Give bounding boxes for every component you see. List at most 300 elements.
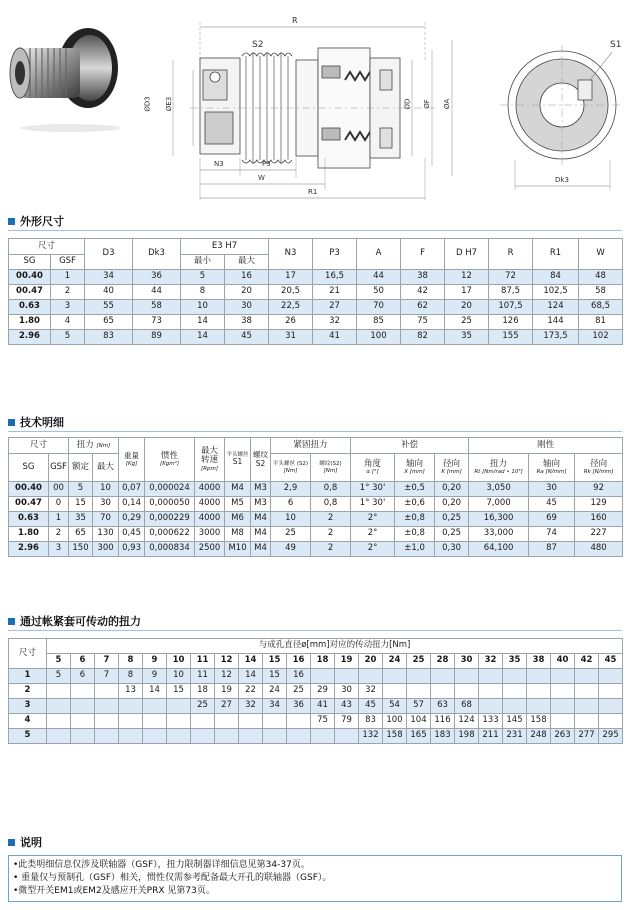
- table-cell: [119, 729, 143, 744]
- table-cell: 14: [181, 330, 225, 345]
- label-S1: S1: [610, 40, 622, 50]
- label-E3: ØE3: [165, 96, 174, 112]
- table-cell: 2: [51, 285, 85, 300]
- table-cell: 0,25: [435, 527, 469, 542]
- table-cell: 150: [69, 542, 93, 557]
- spec-header-speed-label1: 最大: [201, 446, 219, 457]
- table-cell: 14: [143, 684, 167, 699]
- table-row: [9, 542, 623, 557]
- table-cell: 25: [287, 684, 311, 699]
- table-cell: 30: [529, 482, 575, 497]
- table-cell: 45: [529, 497, 575, 512]
- table-cell: [215, 729, 239, 744]
- table-cell: [455, 669, 479, 684]
- table-cell: [95, 699, 119, 714]
- header-n3: N3: [269, 239, 313, 270]
- table-cell: 30: [93, 497, 119, 512]
- spec-header-weight-unit: [Kg]: [125, 460, 138, 467]
- table-cell: 132: [359, 729, 383, 744]
- torque-bore-row: [9, 654, 623, 669]
- size-cell: 4: [9, 714, 47, 729]
- table-cell: [311, 729, 335, 744]
- note-line: •此类明细信息仅涉及联轴器（GSF），扭力限制器详细信息见第34-37页。: [13, 860, 310, 870]
- table-cell: 1.80: [9, 527, 49, 542]
- table-cell: 49: [271, 542, 311, 557]
- table-cell: 231: [503, 729, 527, 744]
- table-cell: 15: [69, 497, 93, 512]
- table-cell: 27: [313, 300, 357, 315]
- spec-header-rigid-radial-label: 径向: [590, 458, 608, 469]
- spec-header-radial: [435, 454, 469, 482]
- table-cell: [383, 684, 407, 699]
- table-cell: M4: [225, 482, 251, 497]
- table-cell: 17: [445, 285, 489, 300]
- table-cell: [143, 729, 167, 744]
- header-f: F: [401, 239, 445, 270]
- spec-header-weight: [119, 438, 145, 482]
- spec-header-rigid-torque: [469, 454, 529, 482]
- end-view-drawing: [500, 45, 622, 190]
- spec-header-radial-label: 径向: [443, 458, 461, 469]
- table-cell: [95, 684, 119, 699]
- bore-diameter-header: 42: [575, 654, 599, 669]
- table-cell: 75: [401, 315, 445, 330]
- table-cell: 13: [119, 684, 143, 699]
- table-cell: [575, 699, 599, 714]
- header-gsf: GSF: [51, 255, 85, 270]
- spec-header-compensation: 补偿: [351, 438, 469, 454]
- table-cell: 124: [533, 300, 579, 315]
- spec-header-tight-thread-label: 螺纹(S2): [319, 461, 342, 468]
- table-cell: 00.47: [9, 285, 51, 300]
- table-cell: 65: [85, 315, 133, 330]
- table-cell: 16: [287, 669, 311, 684]
- table-cell: 15: [167, 684, 191, 699]
- table-cell: 75: [311, 714, 335, 729]
- table-row: [9, 330, 623, 345]
- table-cell: 43: [335, 699, 359, 714]
- table-cell: 0,25: [435, 512, 469, 527]
- header-sg: SG: [9, 255, 51, 270]
- bore-diameter-header: 45: [599, 654, 623, 669]
- table-cell: 2.96: [9, 330, 51, 345]
- table-cell: 00.40: [9, 270, 51, 285]
- table-cell: 36: [133, 270, 181, 285]
- table-cell: 83: [359, 714, 383, 729]
- table-cell: 45: [359, 699, 383, 714]
- table-cell: [191, 714, 215, 729]
- table-cell: 20: [225, 285, 269, 300]
- table-cell: 55: [85, 300, 133, 315]
- header-e3: E3 H7: [181, 239, 269, 255]
- table-cell: 2: [49, 527, 69, 542]
- table-cell: 70: [357, 300, 401, 315]
- table-cell: 19: [215, 684, 239, 699]
- table-cell: [599, 714, 623, 729]
- spec-header-gsf: GSF: [49, 454, 69, 482]
- table-cell: 295: [599, 729, 623, 744]
- table-row: [9, 270, 623, 285]
- table-cell: 0,000622: [145, 527, 195, 542]
- table-cell: 83: [85, 330, 133, 345]
- table-cell: 158: [527, 714, 551, 729]
- spec-header-tight-flat-unit: [Nm]: [283, 467, 298, 474]
- table-cell: 22: [239, 684, 263, 699]
- table-cell: 129: [575, 497, 623, 512]
- table-cell: [287, 729, 311, 744]
- table-row: [9, 527, 623, 542]
- spec-header-s2: [251, 438, 271, 482]
- spec-header-tight-flat: [271, 454, 311, 482]
- table-cell: 6: [271, 497, 311, 512]
- note-line: • 重量仅与预制孔（GSF）相关，惯性仅需参考配备最大开孔的联轴器（GSF）。: [13, 873, 332, 883]
- table-cell: [551, 684, 575, 699]
- table-cell: 24: [263, 684, 287, 699]
- table-cell: [599, 684, 623, 699]
- spec-header-rigidity: 刚性: [469, 438, 623, 454]
- spec-header-speed: [195, 438, 225, 482]
- table-cell: 16,5: [313, 270, 357, 285]
- spec-header-max: 最大: [93, 454, 119, 482]
- table-cell: [47, 729, 71, 744]
- table-cell: [71, 729, 95, 744]
- table-cell: 0,000229: [145, 512, 195, 527]
- label-Dk3: Dk3: [555, 176, 569, 184]
- spec-header-axial: [395, 454, 435, 482]
- label-D: ØD: [403, 98, 412, 110]
- bore-diameter-header: 32: [479, 654, 503, 669]
- table-cell: 35: [69, 512, 93, 527]
- table-cell: 68: [455, 699, 479, 714]
- table-cell: 20: [445, 300, 489, 315]
- table-cell: 10: [271, 512, 311, 527]
- table-cell: 158: [383, 729, 407, 744]
- table-cell: 44: [133, 285, 181, 300]
- table-cell: 40: [85, 285, 133, 300]
- table-cell: 1° 30': [351, 497, 395, 512]
- table-cell: 5: [51, 330, 85, 345]
- table-cell: 100: [383, 714, 407, 729]
- table-cell: 5: [47, 669, 71, 684]
- size-cell: 1: [9, 669, 47, 684]
- spec-header-inertia: [145, 438, 195, 482]
- label-N3: N3: [214, 160, 224, 168]
- bore-diameter-header: 5: [47, 654, 71, 669]
- spec-header-s2-label: 螺纹: [253, 450, 269, 460]
- table-cell: 42: [401, 285, 445, 300]
- spec-header-axial-label: 轴向: [406, 458, 424, 469]
- table-cell: 8: [181, 285, 225, 300]
- table-cell: M5: [225, 497, 251, 512]
- table-cell: [479, 669, 503, 684]
- table-cell: [383, 669, 407, 684]
- table-cell: ±0,5: [395, 482, 435, 497]
- dimensions-table-body: [9, 270, 623, 345]
- bore-diameter-header: 9: [143, 654, 167, 669]
- table-cell: 3: [49, 542, 69, 557]
- table-cell: 107,5: [489, 300, 533, 315]
- table-cell: 84: [533, 270, 579, 285]
- spec-header-rigid-axial-label: 轴向: [543, 458, 561, 469]
- table-cell: 2: [311, 527, 351, 542]
- table-cell: 0,14: [119, 497, 145, 512]
- table-cell: [551, 669, 575, 684]
- table-cell: M10: [225, 542, 251, 557]
- table-cell: 2500: [195, 542, 225, 557]
- table-cell: [167, 714, 191, 729]
- table-cell: 2: [311, 542, 351, 557]
- section-rule: [8, 230, 622, 231]
- table-cell: 4000: [195, 512, 225, 527]
- table-cell: [335, 729, 359, 744]
- size-cell: 3: [9, 699, 47, 714]
- table-cell: 30: [225, 300, 269, 315]
- table-cell: M4: [251, 512, 271, 527]
- table-cell: [71, 684, 95, 699]
- bore-diameter-header: 11: [191, 654, 215, 669]
- table-cell: 25: [271, 527, 311, 542]
- section-title-notes: 说明: [8, 834, 42, 850]
- spec-header-rigid-axial-unit: Ra [N/mm]: [536, 469, 567, 476]
- table-cell: 10: [181, 300, 225, 315]
- table-cell: 74: [529, 527, 575, 542]
- table-cell: 58: [133, 300, 181, 315]
- spec-header-tight-thread-unit: [Nm]: [323, 467, 338, 474]
- table-cell: 38: [225, 315, 269, 330]
- section-title-dimensions: 外形尺寸: [8, 213, 64, 229]
- table-row: [9, 300, 623, 315]
- table-cell: [527, 699, 551, 714]
- table-cell: 00.47: [9, 497, 49, 512]
- table-cell: 81: [579, 315, 623, 330]
- table-cell: 198: [455, 729, 479, 744]
- table-cell: 25: [445, 315, 489, 330]
- table-cell: 79: [335, 714, 359, 729]
- table-cell: [599, 699, 623, 714]
- torque-table: [8, 638, 623, 744]
- bore-diameter-header: 19: [335, 654, 359, 669]
- table-cell: 9: [143, 669, 167, 684]
- spec-header-torque-label: 扭力: [76, 439, 94, 450]
- technical-drawing: [0, 0, 630, 205]
- spec-header-radial-unit: K [mm]: [441, 469, 462, 476]
- table-cell: 41: [313, 330, 357, 345]
- label-S2: S2: [252, 40, 264, 50]
- table-cell: 102,5: [533, 285, 579, 300]
- header-a: A: [357, 239, 401, 270]
- spec-header-speed-unit: [Rpm]: [201, 465, 219, 472]
- table-cell: 35: [445, 330, 489, 345]
- table-cell: [575, 684, 599, 699]
- table-cell: 4000: [195, 497, 225, 512]
- table-cell: [71, 699, 95, 714]
- table-cell: 0: [49, 497, 69, 512]
- table-cell: 102: [579, 330, 623, 345]
- table-cell: 00.40: [9, 482, 49, 497]
- table-cell: 211: [479, 729, 503, 744]
- table-cell: [431, 669, 455, 684]
- table-cell: [167, 699, 191, 714]
- table-cell: [527, 669, 551, 684]
- figure-area: [0, 0, 630, 205]
- table-cell: [575, 669, 599, 684]
- table-cell: 73: [133, 315, 181, 330]
- table-cell: [47, 684, 71, 699]
- header-w: W: [579, 239, 623, 270]
- table-cell: 89: [133, 330, 181, 345]
- bore-diameter-header: 40: [551, 654, 575, 669]
- table-cell: 0,07: [119, 482, 145, 497]
- header-size: 尺寸: [9, 239, 85, 255]
- table-cell: 300: [93, 542, 119, 557]
- table-cell: 10: [167, 669, 191, 684]
- table-cell: M4: [251, 542, 271, 557]
- specifications-table-body: [9, 482, 623, 557]
- table-cell: 69: [529, 512, 575, 527]
- table-cell: [143, 714, 167, 729]
- notes-box: [8, 855, 622, 902]
- table-cell: 54: [383, 699, 407, 714]
- table-cell: 72: [489, 270, 533, 285]
- table-cell: 20,5: [269, 285, 313, 300]
- bore-diameter-header: 38: [527, 654, 551, 669]
- table-cell: [239, 729, 263, 744]
- table-cell: 45: [225, 330, 269, 345]
- table-cell: [263, 729, 287, 744]
- header-d: D H7: [445, 239, 489, 270]
- table-cell: 16: [225, 270, 269, 285]
- table-cell: 57: [407, 699, 431, 714]
- table-cell: 70: [93, 512, 119, 527]
- table-cell: 62: [401, 300, 445, 315]
- table-cell: ±1,0: [395, 542, 435, 557]
- table-cell: 2°: [351, 542, 395, 557]
- bore-diameter-header: 15: [263, 654, 287, 669]
- table-cell: M3: [251, 482, 271, 497]
- table-cell: 165: [407, 729, 431, 744]
- table-cell: 11: [191, 669, 215, 684]
- table-row: [9, 497, 623, 512]
- section-title-torque: 通过帐紧套可传动的扭力: [8, 613, 141, 629]
- table-cell: 87: [529, 542, 575, 557]
- table-cell: ±0,6: [395, 497, 435, 512]
- table-cell: 173,5: [533, 330, 579, 345]
- torque-header-caption: 与成孔直径ø[mm]对应的传动扭力[Nm]: [47, 639, 623, 654]
- table-cell: [431, 684, 455, 699]
- table-row: [9, 684, 623, 699]
- label-A: ØA: [443, 98, 452, 110]
- spec-header-s1-code: S1: [232, 457, 243, 467]
- table-cell: [503, 669, 527, 684]
- spec-header-angle-label: 角度: [364, 458, 382, 469]
- table-cell: [575, 714, 599, 729]
- table-cell: 68,5: [579, 300, 623, 315]
- table-cell: 6: [71, 669, 95, 684]
- table-cell: 0,20: [435, 497, 469, 512]
- table-cell: [527, 684, 551, 699]
- table-cell: [455, 684, 479, 699]
- table-cell: 10: [93, 482, 119, 497]
- section-marker-icon: [8, 419, 15, 426]
- table-cell: M8: [225, 527, 251, 542]
- table-cell: [359, 669, 383, 684]
- label-W: W: [258, 174, 265, 182]
- table-cell: 82: [401, 330, 445, 345]
- table-cell: 100: [357, 330, 401, 345]
- header-e3-max: 最大: [225, 255, 269, 270]
- section-marker-icon: [8, 618, 15, 625]
- table-cell: 126: [489, 315, 533, 330]
- table-cell: 0,000024: [145, 482, 195, 497]
- table-cell: 2°: [351, 512, 395, 527]
- section-rule: [8, 431, 622, 432]
- table-cell: 0,30: [435, 542, 469, 557]
- table-cell: 25: [191, 699, 215, 714]
- table-cell: 155: [489, 330, 533, 345]
- label-D3: ØD3: [143, 96, 152, 112]
- table-cell: 29: [311, 684, 335, 699]
- table-cell: 0,45: [119, 527, 145, 542]
- table-cell: 34: [263, 699, 287, 714]
- table-cell: 0,000834: [145, 542, 195, 557]
- table-cell: 87,5: [489, 285, 533, 300]
- table-cell: 18: [191, 684, 215, 699]
- table-cell: 34: [85, 270, 133, 285]
- spec-header-rigid-radial-unit: Rk [N/mm]: [583, 469, 614, 476]
- table-cell: [311, 669, 335, 684]
- table-cell: 0,20: [435, 482, 469, 497]
- table-cell: 32: [239, 699, 263, 714]
- table-cell: [599, 669, 623, 684]
- table-cell: 4000: [195, 482, 225, 497]
- table-cell: 58: [579, 285, 623, 300]
- table-cell: 26: [269, 315, 313, 330]
- table-cell: 31: [269, 330, 313, 345]
- table-cell: 160: [575, 512, 623, 527]
- table-cell: 3,050: [469, 482, 529, 497]
- table-cell: [335, 669, 359, 684]
- size-cell: 2: [9, 684, 47, 699]
- table-cell: 14: [239, 669, 263, 684]
- side-view-drawing: [173, 22, 452, 200]
- product-photo: [3, 25, 123, 135]
- spec-header-torque: [69, 438, 119, 454]
- table-cell: 104: [407, 714, 431, 729]
- table-cell: 2: [311, 512, 351, 527]
- table-cell: 48: [579, 270, 623, 285]
- label-R1: R1: [308, 188, 318, 196]
- table-cell: [479, 684, 503, 699]
- bore-diameter-header: 30: [455, 654, 479, 669]
- header-r1: R1: [533, 239, 579, 270]
- table-cell: 263: [551, 729, 575, 744]
- table-cell: [143, 699, 167, 714]
- table-row: [9, 714, 623, 729]
- table-cell: 2.96: [9, 542, 49, 557]
- spec-header-rated: 额定: [69, 454, 93, 482]
- table-cell: 63: [431, 699, 455, 714]
- dimensions-table: [8, 238, 623, 345]
- bore-diameter-header: 10: [167, 654, 191, 669]
- table-cell: [167, 729, 191, 744]
- table-cell: 16,300: [469, 512, 529, 527]
- table-cell: [47, 699, 71, 714]
- spec-header-rigid-torque-label: 扭力: [490, 458, 508, 469]
- table-cell: [119, 714, 143, 729]
- table-cell: M6: [225, 512, 251, 527]
- table-cell: [119, 699, 143, 714]
- table-cell: [503, 684, 527, 699]
